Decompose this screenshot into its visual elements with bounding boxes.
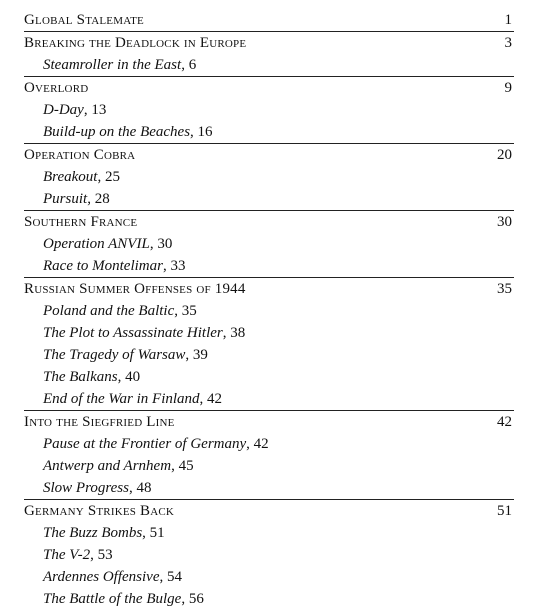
section-separator: , [222, 325, 231, 341]
chapter-title: Germany Strikes Back [24, 503, 175, 519]
toc-chapter [24, 210, 514, 277]
chapter-heading [24, 411, 514, 433]
section-title: Breakout [43, 169, 98, 185]
chapter-heading [24, 9, 514, 31]
toc-chapter [24, 9, 514, 31]
toc-chapter [24, 31, 514, 76]
section-separator: , [83, 102, 92, 118]
chapter-page-number: 30 [497, 214, 512, 230]
toc-chapter [24, 76, 514, 143]
toc-section [24, 344, 514, 366]
chapter-heading [24, 144, 514, 166]
toc-section [24, 477, 514, 499]
section-title: Poland and the Baltic [43, 303, 175, 319]
chapter-title: Breaking the Deadlock in Europe [24, 35, 247, 51]
chapter-title: Into the Siegfried Line [24, 414, 175, 430]
section-page-number: 35 [181, 303, 197, 319]
toc-section [24, 366, 514, 388]
toc-section [24, 300, 514, 322]
section-title: Ardennes Offensive [43, 569, 160, 585]
toc-chapter [24, 143, 514, 210]
section-separator: , [181, 591, 189, 607]
chapter-page-number: 1 [504, 12, 512, 28]
section-page-number: 25 [104, 169, 120, 185]
section-title: Build-up on the Beaches [43, 124, 191, 140]
section-page-number: 30 [157, 236, 173, 252]
chapter-page-number: 9 [504, 80, 512, 96]
toc-section [24, 322, 514, 344]
section-title: Antwerp and Arnhem [43, 458, 172, 474]
section-title: The Buzz Bombs [43, 525, 143, 541]
chapter-title: Global Stalemate [24, 12, 144, 28]
section-title: Race to Montelimar [43, 258, 163, 274]
section-page-number: 42 [253, 436, 269, 452]
toc-section [24, 188, 514, 210]
section-title: Pursuit [43, 191, 88, 207]
toc-section [24, 54, 514, 76]
toc-section [24, 255, 514, 277]
section-separator: , [181, 57, 189, 73]
chapter-title: Russian Summer Offenses of 1944 [24, 281, 246, 297]
toc-section [24, 99, 514, 121]
chapter-heading [24, 77, 514, 99]
section-title: Operation ANVIL [43, 236, 150, 252]
section-separator: , [97, 169, 105, 185]
section-page-number: 28 [94, 191, 110, 207]
chapter-heading [24, 211, 514, 233]
section-title: D-Day [43, 102, 84, 118]
section-separator: , [90, 547, 98, 563]
toc-chapter [24, 410, 514, 499]
section-title: Steamroller in the East [43, 57, 182, 73]
section-title: The V-2 [43, 547, 91, 563]
section-page-number: 39 [192, 347, 208, 363]
chapter-heading [24, 500, 514, 522]
toc-chapter [24, 277, 514, 410]
section-page-number: 33 [170, 258, 186, 274]
toc-section [24, 121, 514, 143]
chapter-heading [24, 32, 514, 54]
chapter-title: Southern France [24, 214, 138, 230]
section-separator: , [162, 258, 171, 274]
toc-section [24, 233, 514, 255]
chapter-page-number: 20 [497, 147, 512, 163]
section-separator: , [142, 525, 150, 541]
toc-section [24, 455, 514, 477]
section-separator: , [199, 391, 208, 407]
section-page-number: 45 [178, 458, 194, 474]
chapter-page-number: 35 [497, 281, 512, 297]
section-page-number: 53 [97, 547, 113, 563]
toc-section [24, 566, 514, 588]
section-title: The Balkans [43, 369, 118, 385]
section-title: Slow Progress [43, 480, 129, 496]
chapter-page-number: 42 [497, 414, 512, 430]
toc-section [24, 522, 514, 544]
section-page-number: 16 [197, 124, 213, 140]
section-title: The Plot to Assassinate Hitler [43, 325, 223, 341]
section-separator: , [171, 458, 179, 474]
toc-section [24, 388, 514, 410]
section-title: The Battle of the Bulge [43, 591, 182, 607]
section-page-number: 51 [149, 525, 165, 541]
toc-section [24, 588, 514, 610]
section-separator: , [185, 347, 193, 363]
section-page-number: 54 [167, 569, 182, 585]
section-separator: , [149, 236, 158, 252]
section-separator: , [246, 436, 254, 452]
chapter-title: Operation Cobra [24, 147, 136, 163]
section-page-number: 38 [230, 325, 246, 341]
toc-section [24, 544, 514, 566]
section-page-number: 48 [136, 480, 152, 496]
section-separator: , [87, 191, 95, 207]
section-title: End of the War in Finland [43, 391, 200, 407]
section-separator: , [117, 369, 126, 385]
chapter-page-number: 51 [497, 503, 512, 519]
section-separator: , [174, 303, 182, 319]
section-page-number: 13 [91, 102, 107, 118]
chapter-title: Overlord [24, 80, 89, 96]
section-page-number: 42 [207, 391, 223, 407]
toc-section [24, 433, 514, 455]
section-page-number: 56 [188, 591, 204, 607]
toc-section [24, 166, 514, 188]
table-of-contents [24, 9, 514, 610]
toc-chapter [24, 499, 514, 610]
section-separator: , [159, 569, 167, 585]
section-page-number: 40 [125, 369, 141, 385]
section-page-number: 6 [188, 57, 197, 73]
section-separator: , [128, 480, 137, 496]
section-title: Pause at the Frontier of Germany [43, 436, 247, 452]
section-title: The Tragedy of Warsaw [43, 347, 186, 363]
chapter-page-number: 3 [504, 35, 512, 51]
chapter-heading [24, 278, 514, 300]
section-separator: , [190, 124, 198, 140]
